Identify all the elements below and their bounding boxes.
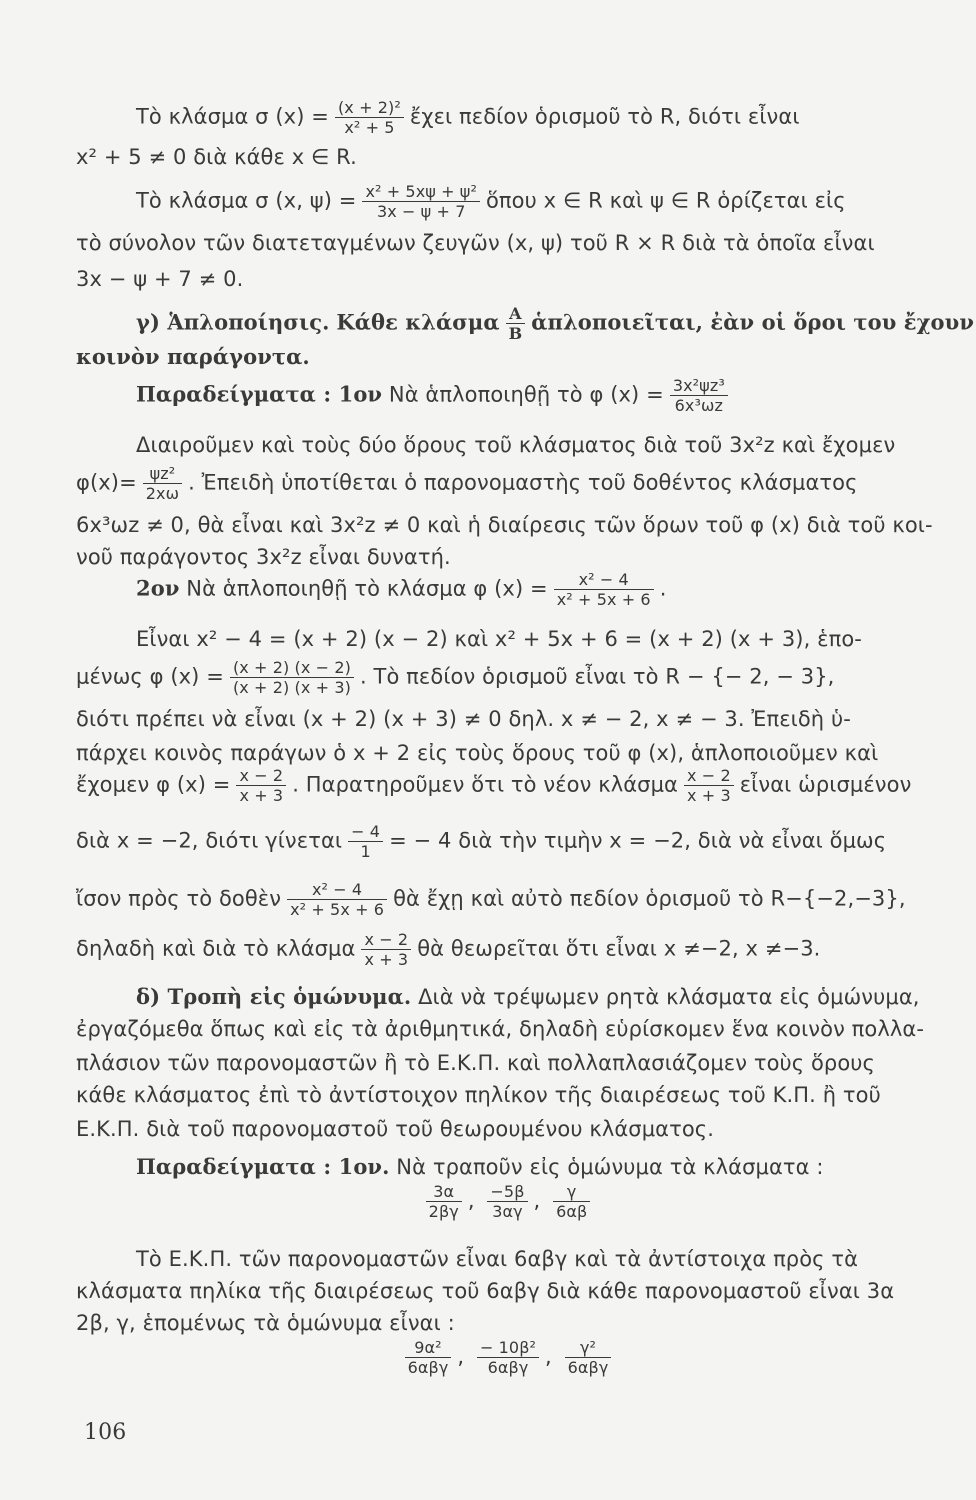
fraction bbox=[506, 304, 526, 343]
text-span: . Παρατηροῦμεν ὅτι τὸ νέον κλάσμα bbox=[292, 772, 678, 797]
numerator: (x + 2)² bbox=[335, 98, 404, 118]
text-line: Ε.Κ.Π. διὰ τοῦ παρονομαστοῦ τοῦ θεωρουμένου κλάσματος. bbox=[76, 1117, 714, 1141]
text-span: Τὸ κλάσμα σ (x) = bbox=[136, 104, 329, 129]
text-span: μένως φ (x) = bbox=[76, 664, 224, 689]
text-span: διὰ x = −2, διότι γίνεται bbox=[76, 828, 343, 853]
text-line: κάθε κλάσματος ἐπὶ τὸ ἀντίστοιχον πηλίκον τῆς διαιρέσεως τοῦ Κ.Π. ἢ τοῦ bbox=[76, 1083, 881, 1107]
numerator: 3x²ψz³ bbox=[670, 376, 728, 396]
example-heading: 2ον bbox=[136, 575, 180, 601]
denominator: x + 3 bbox=[687, 786, 731, 805]
section-heading: δ) Τροπὴ εἰς ὁμώνυμα. bbox=[136, 984, 412, 1009]
text-span: θὰ θεωρεῖται ὅτι εἶναι x ≠−2, x ≠−3. bbox=[417, 936, 821, 961]
text-span: . bbox=[659, 576, 667, 601]
denominator: x² + 5x + 6 bbox=[290, 900, 385, 919]
denominator: B bbox=[508, 324, 523, 343]
denominator: 3αγ bbox=[492, 1202, 523, 1221]
text-line: Διαιροῦμεν καὶ τοὺς δύο ὅρους τοῦ κλάσματος διὰ τοῦ 3x²z καὶ ἔχομεν bbox=[136, 433, 896, 457]
fraction-row bbox=[76, 1182, 940, 1221]
text-span: ἔχει πεδίον ὁρισμοῦ τὸ R, διότι εἶναι bbox=[409, 104, 800, 129]
numerator: ψz² bbox=[143, 464, 182, 484]
numerator: 9α² bbox=[405, 1338, 452, 1358]
text-span: θὰ ἔχῃ καὶ αὐτὸ πεδίον ὁρισμοῦ τὸ R−{−2,−3}, bbox=[393, 886, 906, 911]
numerator: 3α bbox=[426, 1182, 462, 1202]
fraction bbox=[426, 1182, 462, 1221]
text-line bbox=[76, 930, 940, 969]
page-number: 106 bbox=[84, 1420, 127, 1445]
text-span: δηλαδὴ καὶ διὰ τὸ κλάσμα bbox=[76, 936, 356, 961]
text-line: κλάσματα πηλίκα τῆς διαιρέσεως τοῦ 6αβγ διὰ κάθε παρονομαστοῦ εἶναι 3α bbox=[76, 1279, 895, 1303]
text-line: Τὸ Ε.Κ.Π. τῶν παρονομαστῶν εἶναι 6αβγ καὶ τὰ ἀντίστοιχα πρὸς τὰ bbox=[136, 1247, 859, 1271]
denominator: x + 3 bbox=[364, 950, 409, 969]
numerator: x² − 4 bbox=[287, 880, 387, 900]
denominator: x² + 5 bbox=[344, 118, 395, 137]
text-line bbox=[136, 984, 940, 1010]
separator: , bbox=[533, 1188, 541, 1213]
fraction bbox=[405, 1338, 452, 1377]
text-line bbox=[136, 1154, 940, 1180]
text-line: 3x − ψ + 7 ≠ 0. bbox=[76, 267, 244, 291]
text-line: πλάσιον τῶν παρονομαστῶν ἢ τὸ Ε.Κ.Π. καὶ πολλαπλασιάζομεν τοὺς ὅρους bbox=[76, 1051, 875, 1075]
text-line: ἐργαζόμεθα ὅπως καὶ εἰς τὰ ἀριθμητικά, δηλαδὴ εὑρίσκομεν ἕνα κοινὸν πολλα- bbox=[76, 1017, 925, 1041]
text-line bbox=[136, 570, 940, 609]
text-line bbox=[136, 304, 975, 343]
text-line bbox=[76, 464, 940, 503]
fraction bbox=[361, 930, 411, 969]
fraction bbox=[684, 766, 734, 805]
denominator: 6αβ bbox=[556, 1202, 588, 1221]
text-line: πάρχει κοινὸς παράγων ὁ x + 2 εἰς τοὺς ὅρους τοῦ φ (x), ἁπλοποιοῦμεν καὶ bbox=[76, 741, 879, 765]
text-line bbox=[76, 822, 940, 861]
fraction bbox=[553, 1182, 590, 1221]
numerator: x² + 5xψ + ψ² bbox=[362, 182, 480, 202]
denominator: 6αβγ bbox=[567, 1358, 609, 1377]
fraction bbox=[143, 464, 182, 503]
fraction bbox=[348, 822, 383, 861]
denominator: 3x − ψ + 7 bbox=[376, 202, 466, 221]
text-line bbox=[136, 182, 940, 221]
text-span: Νὰ ἁπλοποιηθῇ τὸ φ (x) = bbox=[388, 382, 664, 407]
separator: , bbox=[467, 1188, 475, 1213]
example-heading: Παραδείγματα : 1ον bbox=[136, 381, 383, 407]
numerator: − 4 bbox=[348, 822, 383, 842]
fraction bbox=[487, 1182, 527, 1221]
text-span: Κάθε κλάσμα bbox=[336, 309, 500, 335]
text-line bbox=[76, 880, 940, 919]
text-line bbox=[136, 98, 940, 137]
book-page bbox=[76, 70, 975, 1470]
text-line bbox=[76, 766, 940, 805]
denominator: 2βγ bbox=[428, 1202, 459, 1221]
text-span: εἶναι ὡρισμένον bbox=[739, 772, 912, 797]
text-line: κοινὸν παράγοντα. bbox=[76, 344, 310, 369]
text-line: νοῦ παράγοντος 3x²z εἶναι δυνατή. bbox=[76, 545, 451, 569]
numerator: −5β bbox=[487, 1182, 527, 1202]
separator: , bbox=[457, 1344, 465, 1369]
numerator: x − 2 bbox=[236, 766, 286, 786]
text-line bbox=[136, 376, 940, 415]
denominator: 6αβγ bbox=[407, 1358, 449, 1377]
text-span: Νὰ τραποῦν εἰς ὁμώνυμα τὰ κλάσματα : bbox=[396, 1155, 824, 1179]
numerator: γ bbox=[553, 1182, 590, 1202]
text-line: 6x³ωz ≠ 0, θὰ εἶναι καὶ 3x²z ≠ 0 καὶ ἡ διαίρεσις τῶν ὅρων τοῦ φ (x) διὰ τοῦ κοι- bbox=[76, 513, 933, 537]
text-line: διότι πρέπει νὰ εἶναι (x + 2) (x + 3) ≠ 0 δηλ. x ≠ − 2, x ≠ − 3. Ἐπειδὴ ὑ- bbox=[76, 707, 851, 731]
fraction bbox=[554, 570, 654, 609]
fraction bbox=[362, 182, 480, 221]
denominator: x² + 5x + 6 bbox=[556, 590, 651, 609]
numerator: A bbox=[506, 304, 526, 324]
denominator: x + 3 bbox=[239, 786, 284, 805]
text-span: ἴσον πρὸς τὸ δοθὲν bbox=[76, 886, 282, 911]
fraction bbox=[287, 880, 387, 919]
numerator: (x + 2) (x − 2) bbox=[230, 658, 354, 678]
numerator: γ² bbox=[565, 1338, 612, 1358]
text-span: ὅπου x ∈ R καὶ ψ ∈ R ὁρίζεται εἰς bbox=[485, 188, 846, 213]
text-line: 2β, γ, ἑπομένως τὰ ὁμώνυμα εἶναι : bbox=[76, 1311, 455, 1335]
fraction-row bbox=[76, 1338, 940, 1377]
text-line: Εἶναι x² − 4 = (x + 2) (x − 2) καὶ x² + 5x + 6 = (x + 2) (x + 3), ἑπο- bbox=[136, 627, 862, 651]
example-heading: Παραδείγματα : 1ον. bbox=[136, 1154, 390, 1179]
numerator: − 10β² bbox=[477, 1338, 539, 1358]
text-span: Διὰ νὰ τρέψωμεν ρητὰ κλάσματα εἰς ὁμώνυμα, bbox=[418, 985, 920, 1009]
denominator: 6x³ωz bbox=[674, 396, 723, 415]
text-span: ἁπλοποιεῖται, ἐὰν οἱ ὅροι του ἔχουν bbox=[531, 309, 975, 335]
text-span: φ(x)= bbox=[76, 470, 137, 495]
denominator: 1 bbox=[360, 842, 371, 861]
fraction bbox=[565, 1338, 612, 1377]
text-span: = − 4 διὰ τὴν τιμὴν x = −2, διὰ νὰ εἶναι ὅμως bbox=[389, 828, 887, 853]
separator: , bbox=[545, 1344, 552, 1369]
section-heading: γ) Ἁπλοποίησις. bbox=[136, 309, 330, 335]
text-span: . Τὸ πεδίον ὁρισμοῦ εἶναι τὸ R − {− 2, − 3}, bbox=[359, 664, 835, 689]
numerator: x² − 4 bbox=[554, 570, 654, 590]
denominator: 2xω bbox=[145, 484, 180, 503]
fraction bbox=[335, 98, 404, 137]
text-span: ἔχομεν φ (x) = bbox=[76, 772, 231, 797]
fraction bbox=[236, 766, 286, 805]
text-span: . Ἐπειδὴ ὑποτίθεται ὁ παρονομαστὴς τοῦ δοθέντος κλάσματος bbox=[188, 470, 858, 495]
numerator: x − 2 bbox=[684, 766, 734, 786]
text-span: Τὸ κλάσμα σ (x, ψ) = bbox=[136, 188, 357, 213]
text-span: Νὰ ἁπλοποιηθῇ τὸ κλάσμα φ (x) = bbox=[186, 576, 548, 601]
text-line: x² + 5 ≠ 0 διὰ κάθε x ∈ R. bbox=[76, 145, 357, 169]
text-line bbox=[76, 658, 940, 697]
denominator: (x + 2) (x + 3) bbox=[232, 678, 351, 697]
fraction bbox=[477, 1338, 539, 1377]
text-line: τὸ σύνολον τῶν διατεταγμένων ζευγῶν (x, ψ) τοῦ R × R διὰ τὰ ὁποῖα εἶναι bbox=[76, 231, 875, 255]
denominator: 6αβγ bbox=[487, 1358, 529, 1377]
numerator: x − 2 bbox=[361, 930, 411, 950]
fraction bbox=[670, 376, 728, 415]
fraction bbox=[230, 658, 354, 697]
